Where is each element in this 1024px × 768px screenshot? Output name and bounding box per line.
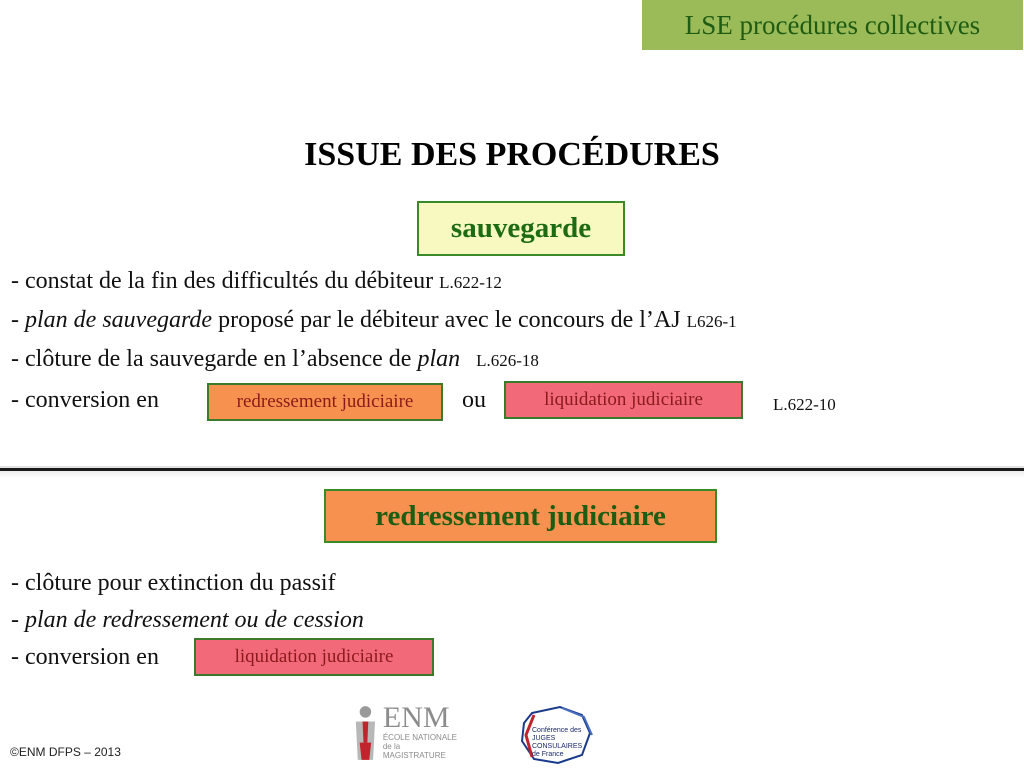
bullet-dash: - — [11, 607, 25, 633]
page-title: ISSUE DES PROCÉDURES — [304, 136, 720, 173]
bullet-dash: - — [11, 570, 25, 596]
cjc-line-1: Conférence des — [532, 727, 582, 734]
redressement-judiciaire-tag: redressement judiciaire — [207, 383, 443, 421]
cjc-line-2: JUGES CONSULAIRES — [532, 735, 583, 750]
enm-subtitle-2: de la MAGISTRATURE — [382, 742, 446, 760]
bullet-dash: - — [11, 307, 25, 333]
line-text: clôture pour extinction du passif — [25, 570, 336, 596]
line-text: constat de la fin des difficultés du débiteur — [25, 268, 440, 294]
section-divider — [0, 468, 1024, 471]
line-text: proposé par le débiteur avec le concours de l’AJ — [212, 307, 687, 333]
header-tag: LSE procédures collectives — [642, 0, 1023, 50]
enm-subtitle-1: ÉCOLE NATIONALE — [382, 733, 457, 742]
redressement-line-1 — [11, 569, 336, 597]
liquidation-judiciaire-tag: liquidation judiciaire — [504, 381, 743, 419]
line-italic-text: plan de sauvegarde — [25, 307, 213, 333]
sauvegarde-line-4 — [11, 386, 159, 414]
sauvegarde-line-2 — [11, 306, 737, 336]
cjc-line-3: de France — [532, 751, 564, 758]
legal-reference: L.622-12 — [439, 273, 502, 292]
redressement-heading-box: redressement judiciaire — [324, 489, 717, 543]
magistrate-figure-icon — [352, 703, 379, 763]
redressement-line-3 — [11, 643, 159, 671]
legal-reference: L.626-18 — [476, 351, 539, 370]
sauvegarde-line-3 — [11, 345, 539, 375]
cjc-logo — [512, 705, 604, 765]
bullet-dash: - — [11, 268, 25, 294]
enm-logo — [352, 703, 462, 765]
bullet-dash: - — [11, 644, 25, 670]
copyright-text: ©ENM DFPS – 2013 — [10, 745, 121, 759]
line-text: conversion en — [25, 387, 159, 413]
enm-wordmark: ENM — [382, 701, 450, 734]
or-word: ou — [462, 387, 486, 413]
line-italic-text: plan de redressement ou de cession — [25, 607, 364, 633]
cjc-wordmark — [532, 727, 604, 759]
line-text: clôture de la sauvegarde en l’absence de — [25, 346, 418, 372]
bullet-dash: - — [11, 346, 25, 372]
line-text: conversion en — [25, 644, 159, 670]
bullet-dash: - — [11, 387, 25, 413]
line-italic-text: plan — [417, 346, 461, 372]
legal-reference: L626-1 — [686, 312, 737, 331]
legal-reference: L.622-10 — [773, 395, 836, 414]
redressement-line-2 — [11, 606, 364, 634]
sauvegarde-line-1 — [11, 267, 502, 297]
liquidation-judiciaire-tag: liquidation judiciaire — [194, 638, 434, 676]
sauvegarde-heading-box: sauvegarde — [417, 201, 625, 256]
